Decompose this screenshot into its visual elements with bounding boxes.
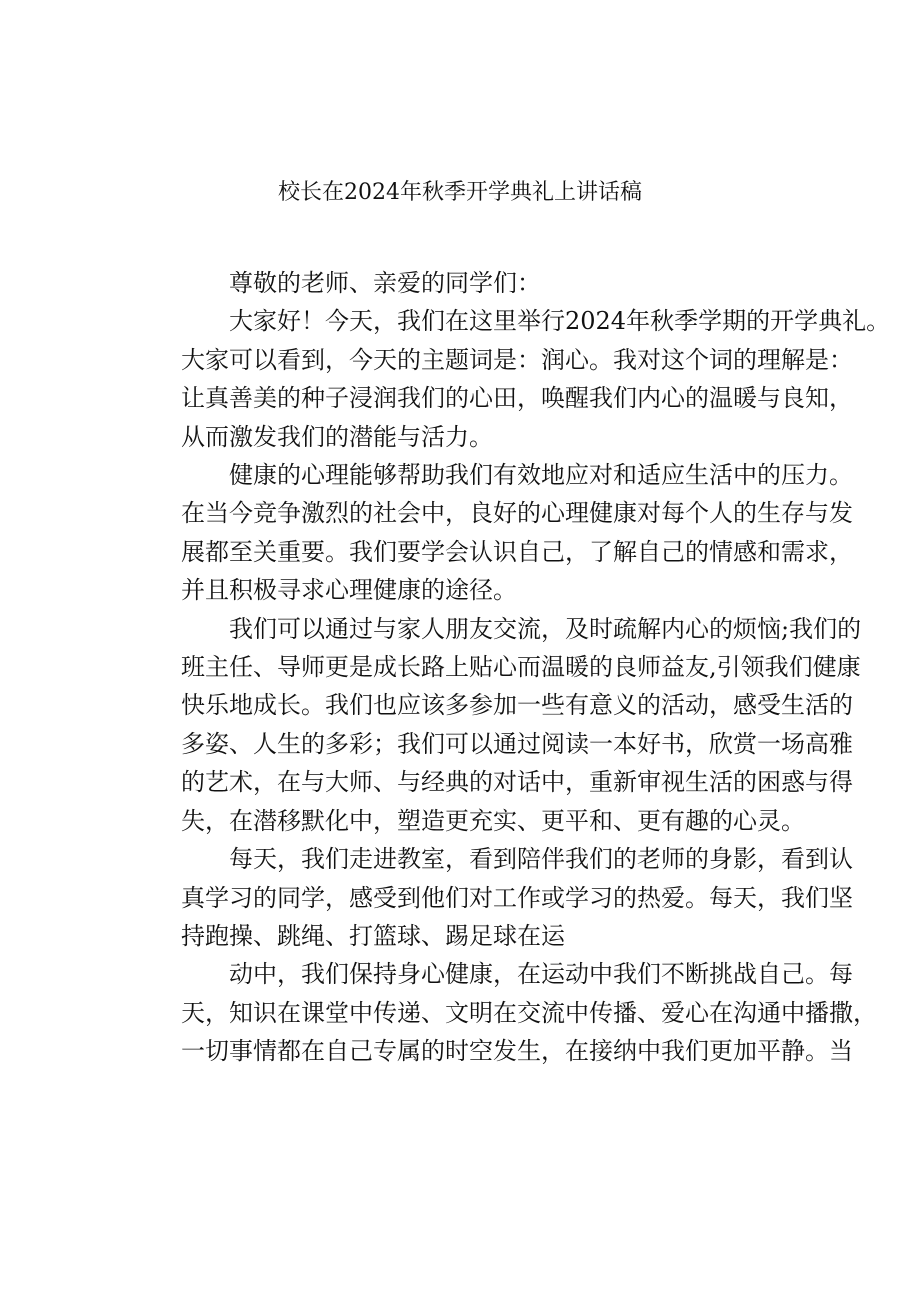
text-line: 真学习的同学，感受到他们对工作或学习的热爱。每天，我们坚 bbox=[181, 883, 853, 912]
text-line: 我们可以通过与家人朋友交流，及时疏解内心的烦恼;我们的 bbox=[229, 614, 862, 643]
text-line: 并且积极寻求心理健康的途径。 bbox=[181, 576, 517, 605]
text-line: 多姿、人生的多彩；我们可以通过阅读一本好书，欣赏一场高雅 bbox=[181, 729, 853, 758]
text-line: 尊敬的老师、亲爱的同学们： bbox=[229, 269, 541, 297]
text-line: 从而激发我们的潜能与活力。 bbox=[181, 422, 493, 451]
text-line: 班主任、导师更是成长路上贴心而温暖的良师益友,引领我们健康 bbox=[181, 653, 861, 682]
text-line: 让真善美的种子浸润我们的心田，唤醒我们内心的温暖与良知， bbox=[181, 384, 853, 413]
document-body bbox=[133, 264, 891, 1071]
text-line: 动中，我们保持身心健康，在运动中我们不断挑战自己。每 bbox=[229, 960, 853, 989]
paragraph-daily-life bbox=[133, 840, 853, 955]
paragraph-greeting bbox=[133, 302, 891, 456]
paragraph-exercise bbox=[133, 955, 877, 1070]
document-title: 校长在2024年秋季开学典礼上讲话稿 bbox=[278, 180, 642, 205]
text-line: 的艺术，在与大师、与经典的对话中，重新审视生活的困惑与得 bbox=[181, 768, 853, 797]
text-line: 大家可以看到，今天的主题词是：润心。我对这个词的理解是： bbox=[181, 345, 853, 374]
text-line: 快乐地成长。我们也应该多参加一些有意义的活动，感受生活的 bbox=[181, 691, 853, 720]
text-line: 天，知识在课堂中传递、文明在交流中传播、爱心在沟通中播撒， bbox=[181, 998, 877, 1027]
paragraph-salutation bbox=[133, 264, 803, 302]
paragraph-mental-health bbox=[133, 456, 853, 610]
text-line: 展都至关重要。我们要学会认识自己，了解自己的情感和需求， bbox=[181, 537, 853, 566]
text-line: 健康的心理能够帮助我们有效地应对和适应生活中的压力。 bbox=[229, 461, 853, 490]
text-line: 在当今竞争激烈的社会中，良好的心理健康对每个人的生存与发 bbox=[181, 499, 853, 528]
text-line: 大家好！今天，我们在这里举行2024年秋季学期的开学典礼。 bbox=[229, 307, 891, 336]
text-line: 一切事情都在自己专属的时空发生，在接纳中我们更加平静。当 bbox=[181, 1037, 853, 1066]
text-line: 持跑操、跳绳、打篮球、踢足球在运 bbox=[181, 921, 565, 950]
text-line: 每天，我们走进教室，看到陪伴我们的老师的身影，看到认 bbox=[229, 845, 853, 874]
text-line: 失，在潜移默化中，塑造更充实、更平和、更有趣的心灵。 bbox=[181, 806, 805, 835]
paragraph-communication bbox=[133, 610, 862, 840]
